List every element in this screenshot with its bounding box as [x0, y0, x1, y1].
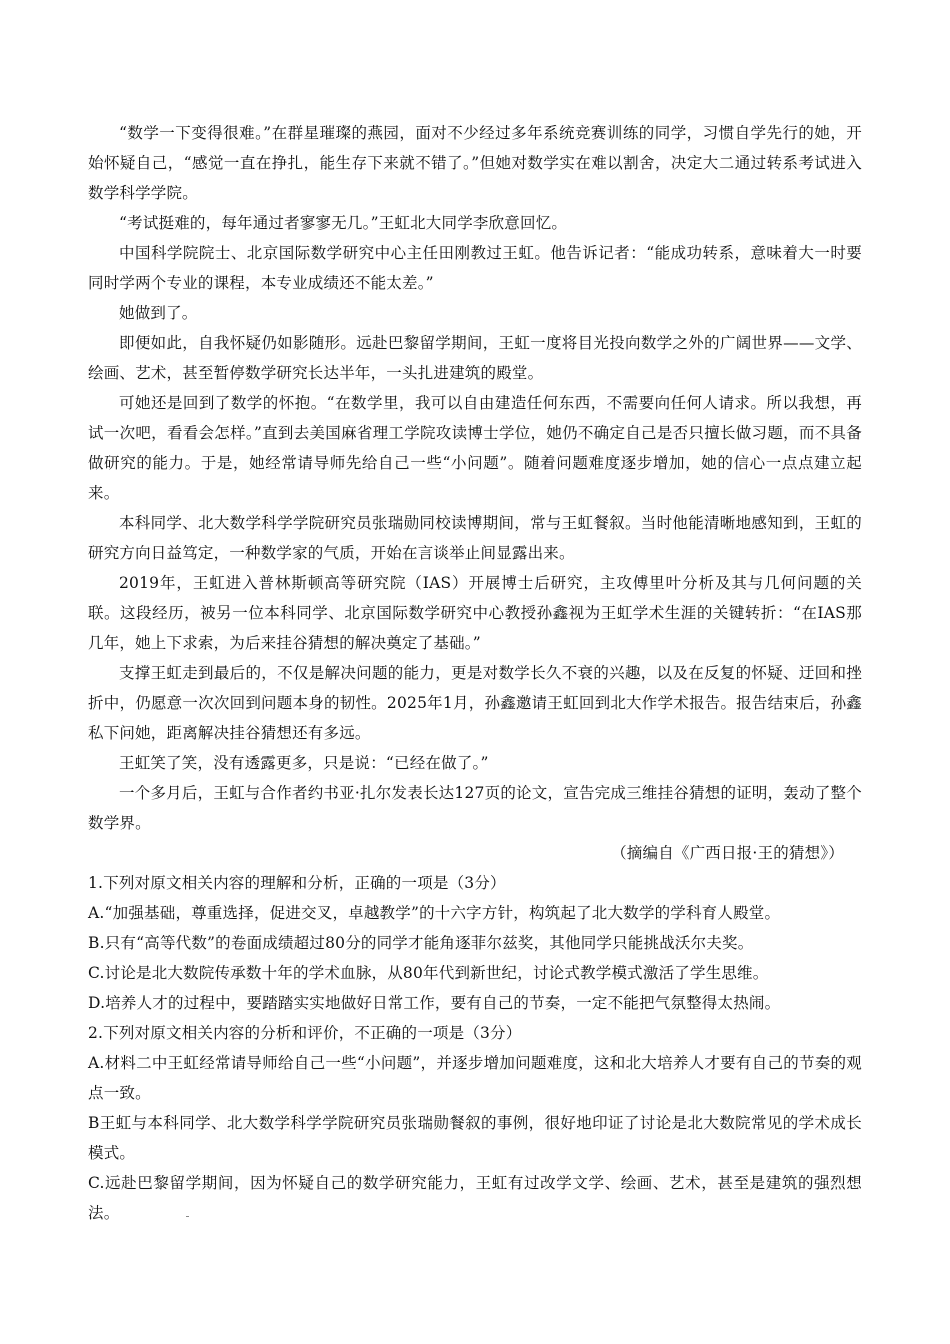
document-body	[88, 118, 862, 1228]
question-1	[88, 868, 862, 1018]
question-option-b: B.只有“高等代数”的卷面成绩超过80分的同学才能角逐菲尔兹奖，其他同学只能挑战沃尔夫奖。	[88, 934, 754, 952]
article-paragraph: 本科同学、北大数学科学学院研究员张瑞勋同校读博期间，常与王虹餐叙。当时他能清晰地感知到，王虹的研究方向日益笃定，一种数学家的气质，开始在言谈举止间显露出来。	[88, 514, 862, 562]
question-option-d: D.培养人才的过程中，要踏踏实实地做好日常工作，要有自己的节奏，一定不能把气氛整得太热闹。	[88, 994, 781, 1012]
question-option-a: A.“加强基础，尊重选择，促进交叉，卓越教学”的十六字方针，构筑起了北大数学的学科育人殿堂。	[88, 904, 781, 922]
article-source: （摘编自《广西日报·王的猜想》）	[611, 844, 844, 862]
article-paragraph: 中国科学院院士、北京国际数学研究中心主任田刚教过王虹。他告诉记者：“能成功转系，意味着大一时要同时学两个专业的课程，本专业成绩还不能太差。”	[88, 244, 862, 292]
question-option-a: A.材料二中王虹经常请导师给自己一些“小问题”，并逐步增加问题难度，这和北大培养人才要有自己的节奏的观点一致。	[88, 1054, 862, 1102]
question-option-c: C.讨论是北大数院传承数十年的学术血脉，从80年代到新世纪，讨论式教学模式激活了学生思维。	[88, 964, 769, 982]
question-2	[88, 1018, 862, 1228]
question-stem: 2.下列对原文相关内容的分析和评价，不正确的一项是（3分）	[88, 1024, 522, 1042]
article-paragraph: 2019年，王虹进入普林斯顿高等研究院（IAS）开展博士后研究，主攻傅里叶分析及其与几何问题的关联。这段经历，被另一位本科同学、北京国际数学研究中心教授孙鑫视为王虹学术生涯的关键转折：“在IAS那几年，她上下求索，为后来挂谷猜想的解决奠定了基础。”	[88, 574, 862, 652]
article-paragraph: 即便如此，自我怀疑仍如影随形。远赴巴黎留学期间，王虹一度将目光投向数学之外的广阔世界——文学、绘画、艺术，甚至暂停数学研究长达半年，一头扎进建筑的殿堂。	[88, 334, 862, 382]
article-paragraph: “数学一下变得很难。”在群星璀璨的燕园，面对不少经过多年系统竞赛训练的同学，习惯自学先行的她，开始怀疑自己，“感觉一直在挣扎，能生存下来就不错了。”但她对数学实在难以割舍，决定大二通过转系考试进入数学科学学院。	[88, 124, 862, 202]
article-paragraph: 一个多月后，王虹与合作者约书亚·扎尔发表长达127页的论文，宣告完成三维挂谷猜想的证明，轰动了整个数学界。	[88, 784, 862, 832]
question-stem: 1.下列对原文相关内容的理解和分析，正确的一项是（3分）	[88, 874, 506, 892]
question-option-c: C.远赴巴黎留学期间，因为怀疑自己的数学研究能力，王虹有过改学文学、绘画、艺术，甚至是建筑的强烈想法。	[88, 1174, 862, 1222]
article-paragraph: 支撑王虹走到最后的，不仅是解决问题的能力，更是对数学长久不衰的兴趣，以及在反复的怀疑、迂回和挫折中，仍愿意一次次回到问题本身的韧性。2025年1月，孙鑫邀请王虹回到北大作学术报告。报告结束后，孙鑫私下问她，距离解决挂谷猜想还有多远。	[88, 664, 862, 742]
article-paragraph: 王虹笑了笑，没有透露更多，只是说：“已经在做了。”	[119, 754, 489, 772]
article-paragraph: 可她还是回到了数学的怀抱。“在数学里，我可以自由建造任何东西，不需要向任何人请求。所以我想，再试一次吧，看看会怎样。”直到去美国麻省理工学院攻读博士学位，她仍不确定自己是否只擅长做习题，而不具备做研究的能力。于是，她经常请导师先给自己一些“小问题”。随着问题难度逐步增加，她的信心一点点建立起来。	[88, 394, 862, 502]
question-option-b: B王虹与本科同学、北大数学科学学院研究员张瑞勋餐叙的事例，很好地印证了讨论是北大数院常见的学术成长模式。	[88, 1114, 862, 1162]
article	[88, 118, 862, 868]
article-paragraph: 她做到了。	[119, 304, 198, 322]
scan-mark	[186, 1216, 189, 1217]
article-paragraph: “考试挺难的，每年通过者寥寥无几。”王虹北大同学李欣意回忆。	[119, 214, 568, 232]
